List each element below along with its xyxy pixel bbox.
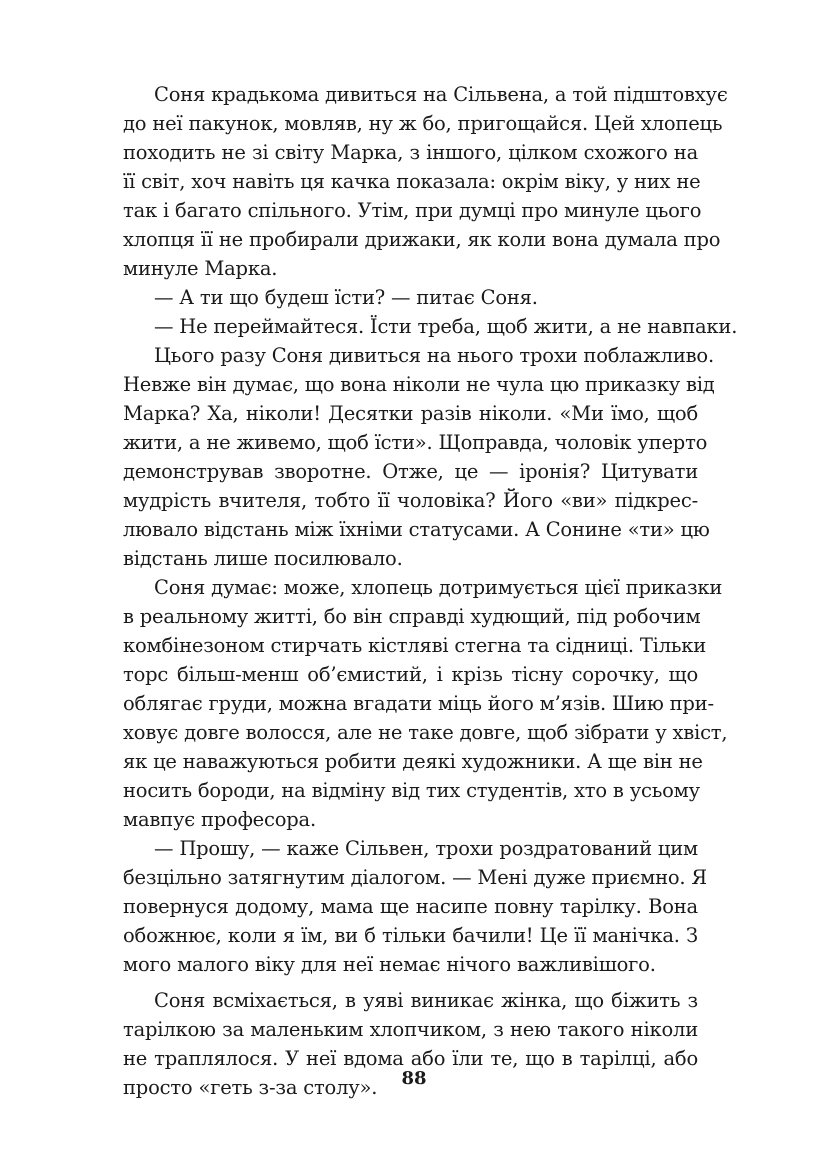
text-line: відстань лише посилювало. bbox=[123, 547, 403, 570]
text-line: хлопця її не пробирали дрижаки, як коли вона думала про bbox=[123, 228, 721, 251]
text-line: її світ, хоч навіть ця качка показала: окрім віку, у них не bbox=[123, 170, 701, 193]
text-line: лювало відстань між їхніми статусами. А Сонине «ти» цю bbox=[123, 518, 710, 541]
text-line: тарілкою за маленьким хлопчиком, з нею такого ніколи bbox=[123, 1018, 698, 1041]
text-line: Марка? Ха, ніколи! Десятки разів ніколи. «Ми їмо, щоб bbox=[123, 402, 698, 425]
text-line: облягає груди, можна вгадати міць його м’язів. Шию при- bbox=[123, 692, 714, 715]
text-line: демонстрував зворотне. Отже, це — іронія? Цитувати bbox=[123, 460, 698, 483]
text-line: мого малого віку для неї немає нічого важливішого. bbox=[123, 953, 656, 976]
text-line: обожнює, коли я їм, ви б тільки бачили! Це її манічка. З bbox=[123, 924, 698, 947]
page-number: 88 bbox=[401, 1068, 427, 1089]
text-line: комбінезоном стирчать кістляві стегна та сідниці. Тільки bbox=[123, 634, 707, 657]
text-line: — А ти що будеш їсти? — питає Соня. bbox=[154, 286, 538, 309]
text-line: повернуся додому, мама ще насипе повну тарілку. Вона bbox=[123, 895, 698, 918]
text-line: — Прошу, — каже Сільвен, трохи роздратований цим bbox=[154, 837, 698, 860]
text-line: Цього разу Соня дивиться на нього трохи поблажливо. bbox=[154, 344, 714, 367]
text-line: не траплялося. У неї вдома або їли те, що в тарілці, або bbox=[123, 1047, 698, 1070]
text-line: торс більш-менш об’ємистий, і крізь тісну сорочку, що bbox=[123, 663, 698, 686]
text-line: минуле Марка. bbox=[123, 257, 278, 280]
text-line: носить бороди, на відміну від тих студентів, хто в усьому bbox=[123, 779, 700, 802]
text-line: так і багато спільного. Утім, при думці про минуле цього bbox=[123, 199, 702, 222]
text-line: Невже він думає, що вона ніколи не чула цю приказку від bbox=[123, 373, 715, 396]
text-line: Соня думає: може, хлопець дотримується цієї приказки bbox=[154, 576, 723, 599]
text-line: як це наважуються робити деякі художники. А ще він не bbox=[123, 750, 703, 773]
text-line: — Не переймайтеся. Їсти треба, щоб жити, а не навпаки. bbox=[154, 315, 738, 338]
text-line: в реальному житті, бо він справді худющий, під робочим bbox=[123, 605, 701, 628]
text-line: до неї пакунок, мовляв, ну ж бо, пригощайся. Цей хлопець bbox=[123, 112, 723, 135]
text-line: жити, а не живемо, щоб їсти». Щоправда, чоловік уперто bbox=[123, 431, 708, 454]
text-line: Соня крадькома дивиться на Сільвена, а той підштовхує bbox=[154, 83, 728, 106]
text-line: ховує довге волосся, але не таке довге, щоб зібрати у хвіст, bbox=[123, 721, 728, 744]
text-line: безцільно затягнутим діалогом. — Мені дуже приємно. Я bbox=[123, 866, 707, 889]
body-text bbox=[123, 80, 738, 1102]
text-line: мудрість вчителя, тобто її чоловіка? Його «ви» підкрес- bbox=[123, 489, 698, 512]
text-line: Соня всміхається, в уяві виникає жінка, що біжить з bbox=[154, 989, 698, 1012]
text-line: походить не зі світу Марка, з іншого, цілком схожого на bbox=[123, 141, 698, 164]
text-line: мавпує професора. bbox=[123, 808, 316, 831]
text-line: просто «геть з-за столу». bbox=[123, 1076, 378, 1099]
